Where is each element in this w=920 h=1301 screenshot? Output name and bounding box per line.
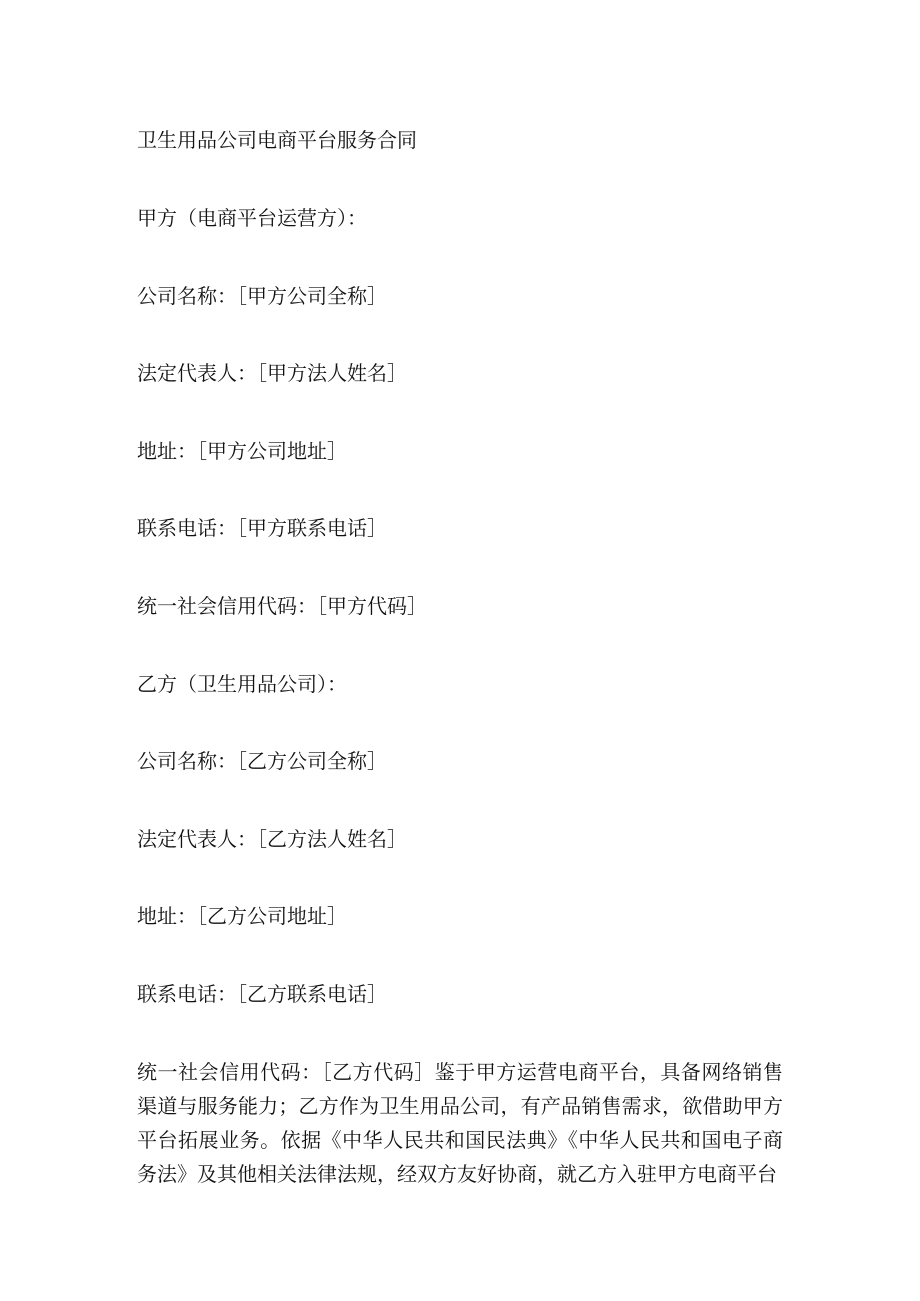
party-b-phone: 联系电话：［乙方联系电话］ bbox=[137, 982, 387, 1006]
party-a-heading: 甲方（电商平台运营方）： bbox=[137, 206, 367, 230]
party-a-phone: 联系电话：［甲方联系电话］ bbox=[137, 516, 387, 540]
party-a-address: 地址：［甲方公司地址］ bbox=[137, 439, 347, 463]
preamble-paragraph: 统一社会信用代码：［乙方代码］鉴于甲方运营电商平台，具备网络销售渠道与服务能力；乙方作为卫生用品公司，有产品销售需求，欲借助甲方平台拓展业务。依据《中华人民共和国民法典》《中华人民共和国电子商务法》及其他相关法律法规，经双方友好协商，就乙方入驻甲方电商平台 bbox=[137, 1060, 783, 1186]
party-a-credit-code: 统一社会信用代码：［甲方代码］ bbox=[137, 594, 427, 618]
contract-title: 卫生用品公司电商平台服务合同 bbox=[137, 128, 417, 152]
party-a-legal-rep: 法定代表人：［甲方法人姓名］ bbox=[137, 361, 407, 385]
party-b-address: 地址：［乙方公司地址］ bbox=[137, 904, 347, 928]
party-b-company-name: 公司名称：［乙方公司全称］ bbox=[137, 749, 387, 773]
party-b-legal-rep: 法定代表人：［乙方法人姓名］ bbox=[137, 827, 407, 851]
party-a-company-name: 公司名称：［甲方公司全称］ bbox=[137, 284, 387, 308]
party-b-heading: 乙方（卫生用品公司）： bbox=[137, 672, 347, 696]
